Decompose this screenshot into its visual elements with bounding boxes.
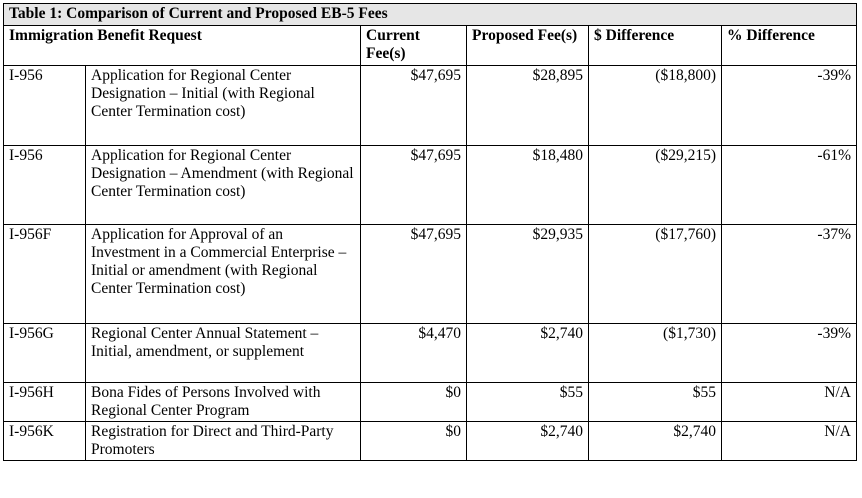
percent-difference: -61% <box>722 146 857 225</box>
header-proposed-fee: Proposed Fee(s) <box>467 26 589 66</box>
table-row <box>4 146 857 225</box>
table-row <box>4 383 857 422</box>
request-description: Registration for Direct and Third-Party Promoters <box>86 422 361 461</box>
fee-comparison-table <box>3 3 857 461</box>
form-number: I-956 <box>4 146 86 225</box>
current-fee: $47,695 <box>361 66 467 146</box>
form-number: I-956H <box>4 383 86 422</box>
proposed-fee: $2,740 <box>467 324 589 383</box>
header-dollar-difference: $ Difference <box>589 26 722 66</box>
form-number: I-956K <box>4 422 86 461</box>
dollar-difference: ($18,800) <box>589 66 722 146</box>
header-current-fee: Current Fee(s) <box>361 26 467 66</box>
dollar-difference: $2,740 <box>589 422 722 461</box>
percent-difference: N/A <box>722 422 857 461</box>
table-row <box>4 422 857 461</box>
request-description: Regional Center Annual Statement – Initial, amendment, or supplement <box>86 324 361 383</box>
current-fee: $0 <box>361 383 467 422</box>
request-description: Application for Regional Center Designation – Amendment (with Regional Center Termination cost) <box>86 146 361 225</box>
request-description: Bona Fides of Persons Involved with Regional Center Program <box>86 383 361 422</box>
table-row <box>4 225 857 324</box>
header-request: Immigration Benefit Request <box>4 26 361 66</box>
proposed-fee: $55 <box>467 383 589 422</box>
dollar-difference: ($29,215) <box>589 146 722 225</box>
form-number: I-956F <box>4 225 86 324</box>
current-fee: $0 <box>361 422 467 461</box>
percent-difference: -37% <box>722 225 857 324</box>
proposed-fee: $2,740 <box>467 422 589 461</box>
request-description: Application for Regional Center Designation – Initial (with Regional Center Termination cost) <box>86 66 361 146</box>
table-title: Table 1: Comparison of Current and Proposed EB-5 Fees <box>4 4 857 26</box>
form-number: I-956G <box>4 324 86 383</box>
dollar-difference: ($17,760) <box>589 225 722 324</box>
header-row <box>4 26 857 66</box>
proposed-fee: $18,480 <box>467 146 589 225</box>
request-description: Application for Approval of an Investment in a Commercial Enterprise – Initial or amendment (with Regional Center Termination cost) <box>86 225 361 324</box>
proposed-fee: $28,895 <box>467 66 589 146</box>
percent-difference: N/A <box>722 383 857 422</box>
dollar-difference: $55 <box>589 383 722 422</box>
dollar-difference: ($1,730) <box>589 324 722 383</box>
header-percent-difference: % Difference <box>722 26 857 66</box>
table-row <box>4 66 857 146</box>
table-row <box>4 324 857 383</box>
current-fee: $4,470 <box>361 324 467 383</box>
percent-difference: -39% <box>722 66 857 146</box>
current-fee: $47,695 <box>361 225 467 324</box>
percent-difference: -39% <box>722 324 857 383</box>
proposed-fee: $29,935 <box>467 225 589 324</box>
current-fee: $47,695 <box>361 146 467 225</box>
form-number: I-956 <box>4 66 86 146</box>
